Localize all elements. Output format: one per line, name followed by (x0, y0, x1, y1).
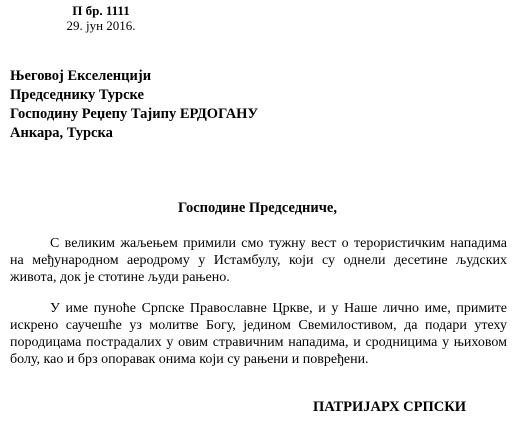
recipient-line: Господину Реџепу Тајипу ЕРДОГАНУ (10, 106, 259, 122)
reference-block (41, 3, 161, 33)
signature: ПАТРИЈАРХ СРПСКИ (313, 399, 467, 415)
reference-number: П бр. 1111 (72, 3, 130, 18)
salutation: Господине Председниче, (178, 200, 337, 216)
body-paragraph: У име пуноће Српске Православне Цркве, и у Наше лично име, примите искрено саучешће уз молитве Богу, једином Свемилостивом, да подари утеху породицама пострадалих у овим стравичним нападима, и сродницима у њиховом болу, као и брз опоравак онима који су рањени и повређени. (10, 301, 507, 367)
recipient-line: Председнику Турске (10, 87, 144, 103)
body-paragraph: С великим жаљењем примили смо тужну вест о терористичким нападима на међународном аеродрому у Истамбулу, који су однели десетине људских живота, док је стотине људи рањено. (10, 236, 507, 285)
recipient-line: Његовој Екселенцији (10, 68, 152, 84)
letter-date: 29. јун 2016. (66, 18, 136, 33)
recipient-address (10, 67, 258, 143)
recipient-line: Анкара, Турска (10, 125, 113, 141)
